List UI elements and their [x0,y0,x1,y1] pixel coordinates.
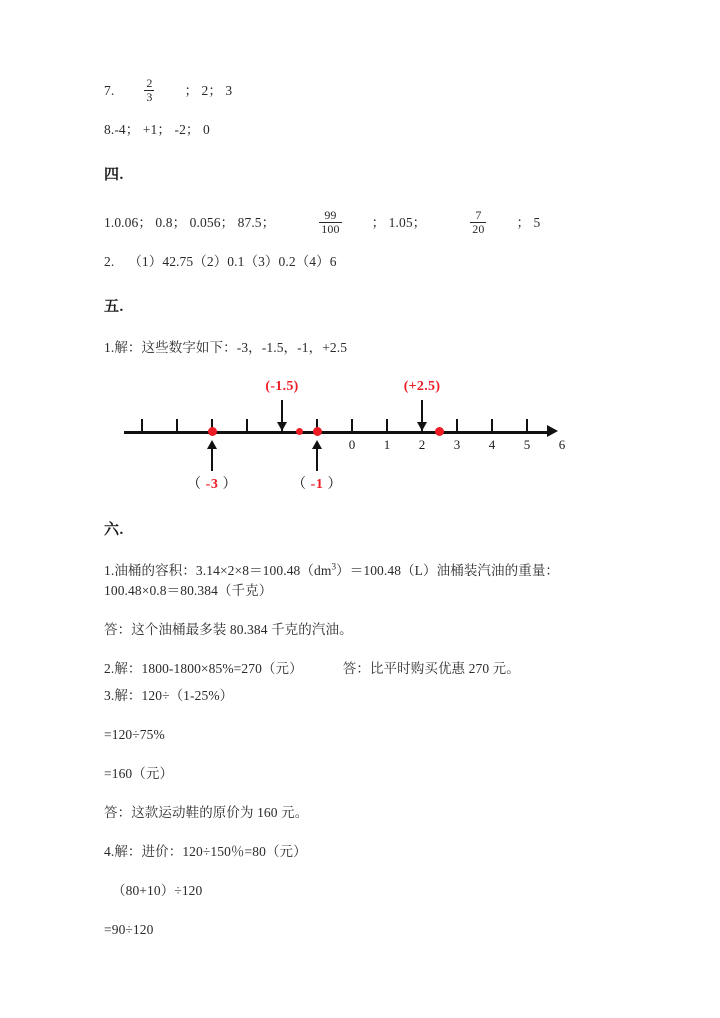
paren-close: ） [327,476,343,492]
axis-label-4: 4 [488,436,496,452]
arrow-up-minus-3 [211,449,213,471]
arrowhead-up-icon [312,440,322,449]
annotation-value: -1 [310,476,324,492]
item-number: 3. [104,688,115,704]
item-six-1-line2: 100.48×0.8＝80.384（千克） [104,583,273,599]
answer-item-four-2 [104,252,624,273]
item-six-3-line3: =160（元） [104,766,174,782]
item-part-c: ； 5 [516,215,541,231]
paren-open: （ [291,476,307,492]
spacer [104,184,624,210]
spacer [104,238,624,252]
spacer [104,746,624,764]
item-number: 2. [104,661,115,677]
answer-item-7 [104,78,624,106]
item-number: 4. [104,843,115,859]
item-part-b: ； 1.05； [371,215,427,231]
arrowhead-up-icon [207,440,217,449]
fraction-numerator: 7 [475,207,482,222]
fraction-numerator: 99 [324,207,337,222]
spacer [104,863,624,881]
spacer [104,707,624,725]
spacer [104,316,624,338]
item-six-4-line2: （80+10）÷120 [112,882,203,898]
axis-tick [526,419,528,432]
annotation-minus-1-5: (-1.5) [265,378,299,394]
spacer [104,106,624,120]
spacer [104,602,624,620]
answer-item-six-3 [104,686,624,707]
section-heading-four: 四. [104,166,124,183]
fraction-7-20 [470,209,486,237]
annotation-plus-2-5: (+2.5) [403,378,441,394]
annotation-below-minus-1 [292,473,342,493]
spacer [104,273,624,295]
item-number: 1. [104,339,115,355]
item-five-1-text: 解：这些数字如下：-3，-1.5，-1，+2.5 [114,339,348,355]
point-minus-1-5 [296,428,303,435]
answer-six-3-conclusion: 答：这款运动鞋的原价为 160 元。 [104,804,309,820]
axis-label-1: 1 [383,436,391,452]
item-number: 2. [104,253,115,269]
exponent-cubic: 3 [331,561,337,572]
fraction-99-100 [319,209,341,237]
annotation-below-minus-3 [187,473,237,493]
item-number: 1. [104,562,115,578]
point-plus-2-5 [435,427,444,436]
number-line-axis [124,431,548,434]
item-six-1-line1-pre: 油桶的容积：3.14×2×8＝100.48（dm [114,562,332,578]
item-six-3-line1: 解：120÷（1-25%） [114,688,234,704]
spacer [104,492,624,518]
fraction-two-thirds [144,77,154,105]
page-content [104,78,624,941]
item-number: 1. [104,215,115,231]
answer-item-six-1 [104,561,624,603]
item-number: 8. [104,121,115,137]
spacer [104,141,624,163]
item-six-1-line1-post: ）＝100.48（L）油桶装汽油的重量： [336,562,560,578]
axis-tick [386,419,388,432]
paren-open: （ [186,476,202,492]
answer-item-six-4 [104,842,624,863]
spacer [104,539,624,561]
spacer [104,641,624,659]
axis-label-6: 6 [558,436,566,452]
axis-tick [491,419,493,432]
axis-tick [456,419,458,432]
spacer [104,785,624,803]
answer-six-2-conclusion: 答：比平时购买优惠 270 元。 [342,661,520,677]
answer-item-four-1 [104,207,624,238]
annotation-value: -3 [205,476,219,492]
arrow-up-minus-1 [316,449,318,471]
fraction-denominator: 100 [321,222,340,237]
spacer [104,902,624,920]
axis-label-2: 2 [418,436,426,452]
paren-close: ） [222,476,238,492]
item-four-2-text: （1）42.75（2）0.1（3）0.2（4）6 [128,253,337,269]
section-heading-six: 六. [104,521,124,538]
item-part-a: 0.06； 0.8； 0.056； 87.5； [114,215,276,231]
section-heading-five: 五. [104,298,124,315]
answer-six-1-conclusion: 答：这个油桶最多装 80.384 千克的汽油。 [104,622,353,638]
point-minus-1 [313,427,322,436]
axis-tick [421,419,423,432]
fraction-denominator: 20 [472,222,485,237]
axis-tick [351,419,353,432]
axis-tick [176,419,178,432]
answer-item-six-2 [104,659,624,680]
item-7-rest: ； 2； 3 [184,83,233,99]
item-six-2-text: 解：1800-1800×85%=270（元） [114,661,303,677]
item-8-text: -4； +1； -2； 0 [114,121,210,137]
item-six-4-line1: 解：进价：120÷150％=80（元） [114,843,307,859]
item-six-4-line3: =90÷120 [104,921,154,937]
axis-label-5: 5 [523,436,531,452]
axis-tick [281,419,283,432]
answer-item-five-1 [104,338,624,359]
item-number: 7. [104,83,115,99]
item-six-3-line2: =120÷75% [104,727,165,743]
fraction-denominator: 3 [146,90,153,105]
number-line-figure [110,377,580,492]
point-minus-3 [208,427,217,436]
axis-label-3: 3 [453,436,461,452]
spacer [104,359,624,377]
axis-arrowhead-icon [547,425,558,437]
answer-item-8 [104,120,624,141]
spacer [104,824,624,842]
axis-label-0: 0 [348,436,356,452]
axis-tick [141,419,143,432]
axis-tick [246,419,248,432]
fraction-numerator: 2 [146,76,153,90]
